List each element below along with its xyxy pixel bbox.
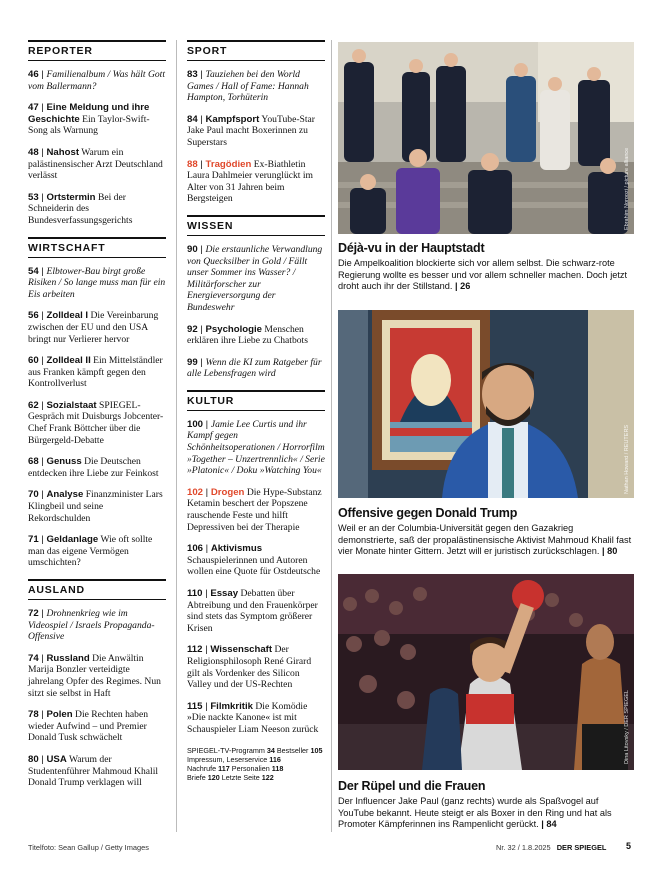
toc-entry-text: Bei der Schneiderin des Bundesverfassungsgerichts xyxy=(28,191,133,226)
photo-credit: Ebrahim Noroozi / picture alliance xyxy=(624,147,630,230)
index-item[interactable]: Briefe 120 xyxy=(187,772,220,782)
toc-entry[interactable]: 83 | Tauziehen bei den World Games / Hall of Fame: Hannah Hampton, Torhüterin xyxy=(187,69,309,104)
toc-entry[interactable]: 84 | Kampfsport YouTube-Star Jake Paul macht Boxerinnen zu Superstars xyxy=(187,113,315,148)
toc-entry-text: Ein Taylor-Swift-Song als Warnung xyxy=(28,113,150,137)
section-heading-ausland: AUSLAND xyxy=(28,579,166,600)
photo-khalil-image xyxy=(338,310,634,498)
story-boxing xyxy=(338,779,634,831)
index-item[interactable]: Bestseller 105 xyxy=(276,745,323,755)
toc-entry-keyword: Filmkritik xyxy=(210,700,253,712)
index-item[interactable]: Personalien 118 xyxy=(231,763,284,773)
photo-boxing xyxy=(338,574,634,770)
photo-hauptstadt-image xyxy=(338,42,634,234)
toc-entry[interactable]: 46 | Familienalbum / Was hält Gott vom Ballermann? xyxy=(28,69,166,92)
toc-entry[interactable]: 48 | Nahost Warum ein palästinensischer Arzt Deutschland verlässt xyxy=(28,146,163,182)
toc-entry-text: Der Religionsphilosoph René Girard gilt als Vordenker des Silicon Valley und der US-Rechten xyxy=(187,644,312,691)
section-wirtschaft xyxy=(28,266,166,569)
toc-entry-text: Die Deutschen entdecken ihre Liebe zur Feinkost xyxy=(28,456,159,479)
toc-entry-keyword: Geldanlage xyxy=(46,534,99,546)
section-heading-reporter: REPORTER xyxy=(28,40,166,61)
toc-entry-text: Menschen erklären ihre Liebe zu Chatbots xyxy=(187,323,308,347)
toc-entry-text: Ein Mittelständler aus Franken kämpft gegen den Kontrollverlust xyxy=(28,355,163,390)
toc-entry-text: YouTube-Star Jake Paul macht Boxerinnen zu Superstars xyxy=(187,113,315,148)
toc-entry-page: 106 xyxy=(187,543,204,555)
toc-entry[interactable]: 72 | Drohnenkrieg wie im Videospiel / Israels Propaganda-Offensive xyxy=(28,608,155,643)
toc-entry-page: 83 xyxy=(187,69,198,80)
toc-entry-keyword: Eine Meldung und ihre Geschichte xyxy=(28,102,150,125)
toc-entry-page: 80 xyxy=(28,753,39,765)
toc-entry-keyword: Sozialstaat xyxy=(46,399,97,411)
toc-entry-page: 110 xyxy=(187,588,203,599)
toc-entry-page: 72 xyxy=(28,608,39,619)
toc-entry[interactable]: 56 | Zolldeal I Die Vereinbarung zwischen der EU und den USA bringt nur Verlierer hervor xyxy=(28,310,159,345)
toc-entry-text: Die Komödie »Die nackte Kanone« ist mit Schauspieler Liam Neeson zurück xyxy=(187,700,319,735)
toc-entry-keyword: Tragödien xyxy=(205,158,252,170)
footer-photo-credit: Titelfoto: Sean Gallup / Getty Images xyxy=(28,843,149,852)
toc-entry-page: 88 xyxy=(187,158,198,170)
footer-issue xyxy=(496,843,606,852)
photo-credit: Dina Litovsky / DER SPIEGEL xyxy=(624,690,630,764)
column-divider xyxy=(331,40,332,832)
toc-entry-text: Tauziehen bei den World Games / Hall of Fame: Hannah Hampton, Torhüterin xyxy=(187,69,309,104)
section-kultur xyxy=(187,419,325,736)
toc-entry-keyword: Kampfsport xyxy=(205,113,260,125)
toc-entry[interactable]: 54 | Elbtower-Bau birgt große Risiken / So lange muss man für ein Eis arbeiten xyxy=(28,265,166,300)
toc-entry-text: Schauspielerinnen und Autoren wollen eine Quote für Ostdeutsche xyxy=(187,554,321,578)
toc-entry-text: Die Rechten haben wieder Aufwind – und Premier Donald Tusk schwächelt xyxy=(28,709,149,744)
toc-entry-keyword: Zolldeal II xyxy=(46,355,91,367)
toc-entry-text: Jamie Lee Curtis und ihr Kampf gegen Schönheitsoperationen / Horrorfilm »Together – Unzertrennlich« / Serie »Platonic« / Doku »Watching You« xyxy=(187,418,325,477)
toc-entry-text: Familienalbum / Was hält Gott vom Ballermann? xyxy=(28,69,166,92)
toc-entry-keyword: Zolldeal I xyxy=(46,310,89,322)
story-hauptstadt xyxy=(338,241,634,293)
toc-entry[interactable]: 106 | Aktivismus Schauspielerinnen und Autoren wollen eine Quote für Ostdeutsche xyxy=(187,543,321,578)
toc-entry-keyword: Genuss xyxy=(46,456,82,468)
toc-entry-page: 53 xyxy=(28,191,39,203)
section-ausland xyxy=(28,608,166,789)
toc-entry[interactable]: 92 | Psychologie Menschen erklären ihre Liebe zu Chatbots xyxy=(187,323,308,347)
toc-entry-page: 62 xyxy=(28,399,39,411)
toc-entry[interactable]: 80 | USA Warum der Studentenführer Mahmoud Khalil Donald Trump verklagen will xyxy=(28,753,159,789)
toc-entry-keyword: Nahost xyxy=(46,146,80,158)
toc-entry[interactable]: 99 | Wenn die KI zum Ratgeber für alle Lebensfragen wird xyxy=(187,356,322,380)
toc-entry-text: Warum der Studentenführer Mahmoud Khalil Donald Trump verklagen will xyxy=(28,753,159,789)
story-text: Weil er an der Columbia-Universität gegen den Gazakrieg demonstrierte, saß der propalästinensische Aktivist Mahmoud Khalil fast vier Monate hinter Gittern. Jetzt will er juristisch zurückschlagen. | 80 xyxy=(338,523,632,557)
page-number: 5 xyxy=(626,841,632,851)
toc-entry-text: Drohnenkrieg wie im Videospiel / Israels Propaganda-Offensive xyxy=(28,608,155,643)
toc-entry[interactable]: 112 | Wissenschaft Der Religionsphilosoph René Girard gilt als Vordenker des Silicon Valley und der US-Rechten xyxy=(187,644,312,691)
toc-entry-page: 99 xyxy=(187,356,198,368)
toc-entry[interactable]: 53 | Ortstermin Bei der Schneiderin des Bundesverfassungsgerichts xyxy=(28,191,133,226)
index-item[interactable]: Nachrufe 117 xyxy=(187,763,230,773)
toc-entry-page: 92 xyxy=(187,323,198,335)
toc-entry[interactable]: 74 | Russland Die Anwältin Marija Bonzler verteidigte jahrelang Opfer des Regimes. Nun sitzt sie selbst in Haft xyxy=(28,652,161,699)
toc-entry-text: Wie oft sollte man das eigene Vermögen umschichten? xyxy=(28,534,153,569)
toc-entry[interactable]: 62 | Sozialstaat SPIEGEL-Gespräch mit Duisburgs Jobcenter-Chef Frank Böttcher über die Bürgergeld-Debatte xyxy=(28,399,164,446)
toc-entry-keyword: Psychologie xyxy=(205,323,263,335)
section-heading-sport: SPORT xyxy=(187,40,325,61)
toc-entry-keyword: Essay xyxy=(210,588,239,599)
photo-credit: Nathan Howard / REUTERS xyxy=(624,424,630,494)
toc-entry[interactable]: 100 | Jamie Lee Curtis und ihr Kampf gegen Schönheitsoperationen / Horrorfilm »Together – Unzertrennlich« / Serie »Platonic« / Doku »Watching You« xyxy=(187,418,325,477)
toc-entry-page: 46 xyxy=(28,69,39,80)
toc-entry-keyword: Wissenschaft xyxy=(210,644,273,656)
toc-entry[interactable]: 68 | Genuss Die Deutschen entdecken ihre Liebe zur Feinkost xyxy=(28,456,159,479)
column-divider xyxy=(176,40,177,832)
toc-entry-page: 100 xyxy=(187,418,204,430)
toc-entry-text: Warum ein palästinensischer Arzt Deutschland verlässt xyxy=(28,146,163,182)
section-heading-wissen: WISSEN xyxy=(187,215,325,236)
story-text: Die Ampelkoalition blockierte sich vor allem selbst. Die schwarz-rote Regierung wollte es besser und vor allem schneller machen. Doch jetzt droht auch ihr der Stillstand. | 26 xyxy=(338,258,628,292)
issue-number: Nr. 32 / 1.8.2025 xyxy=(496,843,551,852)
index-item[interactable]: SPIEGEL-TV-Programm 34 xyxy=(187,745,275,755)
toc-entry-page: 115 xyxy=(187,700,203,712)
toc-entry[interactable]: 47 | Eine Meldung und ihre Geschichte Ein Taylor-Swift-Song als Warnung xyxy=(28,102,150,137)
toc-entry-text: Ex-Biathletin Laura Dahlmeier verunglückt im Alter von 31 Jahren beim Bergsteigen xyxy=(187,158,314,205)
toc-entry[interactable]: 110 | Essay Debatten über Abtreibung und den Frauenkörper sind stets das Symptom größerer Krisen xyxy=(187,588,318,634)
toc-entry-keyword: Drogen xyxy=(210,486,245,498)
toc-entry-page: 74 xyxy=(28,652,39,664)
index-item[interactable]: Impressum, Leserservice 116 xyxy=(187,754,281,764)
toc-entry-page: 54 xyxy=(28,265,39,277)
toc-entry[interactable]: 70 | Analyse Finanzminister Lars Klingbeil und seine Rekordschulden xyxy=(28,489,163,524)
toc-entry-text: Die erstaunliche Verwandlung von Quecksilber in Gold / Fällt unser Sommer ins Wasser? / Militärforscher zur Energieversorgung der Bundeswehr xyxy=(187,243,323,313)
toc-entry-page: 48 xyxy=(28,146,39,158)
brand-name: DER SPIEGEL xyxy=(556,843,607,852)
toc-entry-text: SPIEGEL-Gespräch mit Duisburgs Jobcenter-Chef Frank Böttcher über die Bürgergeld-Debatte xyxy=(28,399,164,446)
toc-entry-keyword: USA xyxy=(46,753,67,765)
story-khalil xyxy=(338,506,634,558)
toc-entry-text: Wenn die KI zum Ratgeber für alle Lebensfragen wird xyxy=(187,356,322,380)
toc-column-2 xyxy=(187,40,325,782)
toc-entry[interactable]: 90 | Die erstaunliche Verwandlung von Quecksilber in Gold / Fällt unser Sommer ins Wasser? / Militärforscher zur Energieversorgung der Bundeswehr xyxy=(187,243,323,313)
toc-entry-page: 78 xyxy=(28,709,39,721)
toc-entry-page: 68 xyxy=(28,456,39,468)
story-title: Der Rüpel und die Frauen xyxy=(338,779,486,793)
section-sport xyxy=(187,69,325,205)
toc-entry-page: 102 xyxy=(187,486,204,498)
toc-entry-page: 112 xyxy=(187,644,203,656)
photo-boxing-image xyxy=(338,574,634,770)
story-title: Offensive gegen Donald Trump xyxy=(338,506,518,520)
toc-entry-page: 70 xyxy=(28,489,39,501)
story-title: Déjà-vu in der Hauptstadt xyxy=(338,241,485,255)
section-heading-kultur: KULTUR xyxy=(187,390,325,411)
toc-entry-page: 60 xyxy=(28,355,39,367)
toc-entry-text: Die Hype-Substanz Ketamin beschert der Popszene rauschende Feste und hilft Depressiven bei der Therapie xyxy=(187,486,322,533)
toc-entry-text: Debatten über Abtreibung und den Frauenkörper sind stets das Symptom größerer Krisen xyxy=(187,588,318,634)
toc-entry[interactable]: 115 | Filmkritik Die Komödie »Die nackte Kanone« ist mit Schauspieler Liam Neeson zurück xyxy=(187,700,319,735)
toc-column-1 xyxy=(28,40,166,799)
toc-entry-page: 47 xyxy=(28,102,39,114)
toc-entry-page: 90 xyxy=(187,243,198,255)
toc-entry-page: 71 xyxy=(28,534,39,546)
toc-entry[interactable]: 71 | Geldanlage Wie oft sollte man das eigene Vermögen umschichten? xyxy=(28,534,153,569)
toc-entry[interactable]: 88 | Tragödien Ex-Biathletin Laura Dahlmeier verunglückt im Alter von 31 Jahren beim Bergsteigen xyxy=(187,158,314,205)
toc-entry[interactable]: 60 | Zolldeal II Ein Mittelständler aus Franken kämpft gegen den Kontrollverlust xyxy=(28,355,163,390)
toc-entry-keyword: Polen xyxy=(46,709,73,721)
toc-entry-keyword: Russland xyxy=(46,652,90,664)
index-list xyxy=(187,746,325,782)
photo-hauptstadt xyxy=(338,42,634,234)
photo-khalil xyxy=(338,310,634,498)
toc-entry-text: Elbtower-Bau birgt große Risiken / So lange muss man für ein Eis arbeiten xyxy=(28,265,166,300)
toc-entry[interactable]: 102 | Drogen Die Hype-Substanz Ketamin beschert der Popszene rauschende Feste und hilft Depressiven bei der Therapie xyxy=(187,486,322,533)
toc-entry[interactable]: 78 | Polen Die Rechten haben wieder Aufwind – und Premier Donald Tusk schwächelt xyxy=(28,709,149,744)
toc-entry-page: 84 xyxy=(187,113,198,125)
toc-entry-text: Finanzminister Lars Klingbeil und seine Rekordschulden xyxy=(28,489,163,524)
toc-entry-keyword: Aktivismus xyxy=(210,543,263,555)
section-wissen xyxy=(187,244,325,380)
section-reporter xyxy=(28,69,166,227)
story-text: Der Influencer Jake Paul (ganz rechts) wurde als Spaßvogel auf YouTube bekannt. Heute steigt er als Boxer in den Ring und hat als Promoter Kämpferinnen ins Rampenlicht gerückt. | 84 xyxy=(338,796,612,830)
toc-entry-keyword: Ortstermin xyxy=(46,191,96,203)
index-item[interactable]: Letzte Seite 122 xyxy=(221,772,274,782)
toc-entry-text: Die Vereinbarung zwischen der EU und den USA bringt nur Verlierer hervor xyxy=(28,310,159,345)
toc-entry-text: Die Anwältin Marija Bonzler verteidigte jahrelang Opfer des Regimes. Nun sitzt sie selbst in Haft xyxy=(28,652,161,699)
section-heading-wirtschaft: WIRTSCHAFT xyxy=(28,237,166,258)
toc-entry-page: 56 xyxy=(28,310,39,322)
toc-entry-keyword: Analyse xyxy=(46,489,84,501)
